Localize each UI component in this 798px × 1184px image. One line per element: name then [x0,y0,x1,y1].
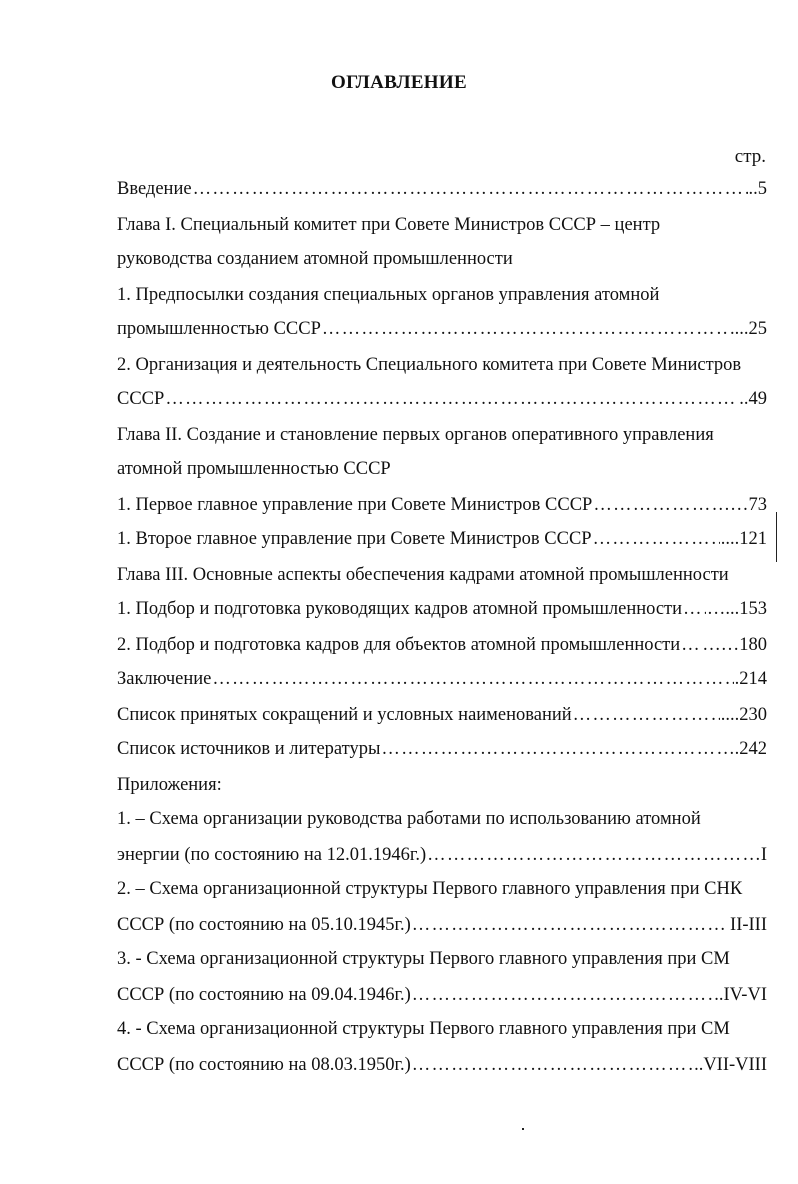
toc-leader-dots [165,386,738,412]
toc-entry-title: атомной промышленностью СССР [117,459,391,479]
toc-line [117,982,767,1008]
toc-line [117,736,767,762]
toc-line [117,562,767,588]
toc-entry-title: СССР (по состоянию на 05.10.1945г.) [117,915,411,935]
toc-entry-title: энергии (по состоянию на 12.01.1946г.) [117,845,427,865]
toc-page-number: .214 [734,669,767,689]
toc-leader-dots [412,912,729,938]
toc-entry-title: Приложения: [117,775,222,795]
page-title: ОГЛАВЛЕНИЕ [331,72,467,93]
toc-line [117,492,767,518]
toc-line [117,876,767,902]
toc-leader-dots [427,842,760,868]
toc-page-number: ..VII-VIII [694,1055,767,1075]
toc-entry-title: 4. - Схема организационной структуры Первого главного управления при СМ [117,1019,730,1039]
toc-entry-title: 2. Подбор и подготовка кадров для объектов атомной промышленности [117,635,681,655]
toc-leader-dots [381,736,733,762]
toc-entry-title: 3. - Схема организационной структуры Первого главного управления при СМ [117,949,730,969]
toc-entry-title: Список принятых сокращений и условных наименований [117,705,572,725]
toc-line [117,946,767,972]
toc-line [117,1052,767,1078]
toc-entry-title: Введение [117,179,192,199]
toc-entry-title: промышленностью СССР [117,319,321,339]
toc-leader-dots [683,596,706,622]
toc-entry-title: 2. – Схема организационной структуры Первого главного управления при СНК [117,879,743,899]
toc-line [117,912,767,938]
toc-line [117,422,767,448]
toc-line [117,596,767,622]
toc-line [117,456,767,482]
toc-leader-dots [193,176,748,202]
toc-leader-dots [212,666,733,692]
toc-page-number: ..49 [739,389,767,409]
toc-page-number: .242 [734,739,767,759]
toc-page-number: ..IV-VI [714,985,767,1005]
toc-line [117,702,767,728]
toc-line [117,176,767,202]
toc-page-number: …...153 [706,599,767,619]
toc-line [117,386,767,412]
toc-entry-title: 1. Подбор и подготовка руководящих кадров атомной промышленности [117,599,683,619]
toc-entry-title: 1. Первое главное управление при Совете Министров СССР [117,495,593,515]
toc-line [117,772,767,798]
toc-line [117,246,767,272]
toc-line [117,1016,767,1042]
scan-mark [522,1128,524,1130]
toc-line [117,526,767,552]
toc-entry-title: 1. – Схема организации руководства работами по использованию атомной [117,809,701,829]
toc-page-number: ..5 [748,179,767,199]
toc-entry-title: 1. Предпосылки создания специальных органов управления атомной [117,285,660,305]
toc-entry-title: Список источников и литературы [117,739,381,759]
toc-entry-title: СССР (по состоянию на 09.04.1946г.) [117,985,411,1005]
toc-leader-dots [412,982,713,1008]
toc-entry-title: СССР (по состоянию на 08.03.1950г.) [117,1055,411,1075]
toc-page-number: I [760,845,767,865]
toc-page-number: ....230 [720,705,767,725]
toc-line [117,316,767,342]
toc-line [117,842,767,868]
toc-leader-dots [573,702,720,728]
toc-leader-dots [593,492,729,518]
toc-entry-title: Глава I. Специальный комитет при Совете Министров СССР – центр [117,215,661,235]
page-column-label: стр. [734,146,766,167]
toc-line [117,806,767,832]
toc-page-number: ....121 [720,529,767,549]
toc-leader-dots [412,1052,693,1078]
toc-page-number: …73 [730,495,767,515]
scan-mark [776,512,777,562]
toc-leader-dots [322,316,729,342]
toc-entry-title: СССР [117,389,165,409]
toc-entry-title: 2. Организация и деятельность Специального комитета при Совете Министров [117,355,742,375]
toc-page-number: II-III [730,915,767,935]
toc-line [117,632,767,658]
toc-line [117,666,767,692]
toc-entry-title: Глава II. Создание и становление первых органов оперативного управления [117,425,714,445]
toc-page-number: ……180 [702,635,767,655]
toc-leader-dots [593,526,720,552]
toc-line [117,212,767,238]
toc-line [117,352,767,378]
toc-leader-dots [681,632,701,658]
toc-entry-title: Заключение [117,669,212,689]
toc-line [117,282,767,308]
toc-entry-title: руководства созданием атомной промышленности [117,249,513,269]
toc-entry-title: 1. Второе главное управление при Совете Министров СССР [117,529,592,549]
toc-entry-title: Глава III. Основные аспекты обеспечения кадрами атомной промышленности [117,565,729,585]
toc-page-number: ....25 [730,319,767,339]
